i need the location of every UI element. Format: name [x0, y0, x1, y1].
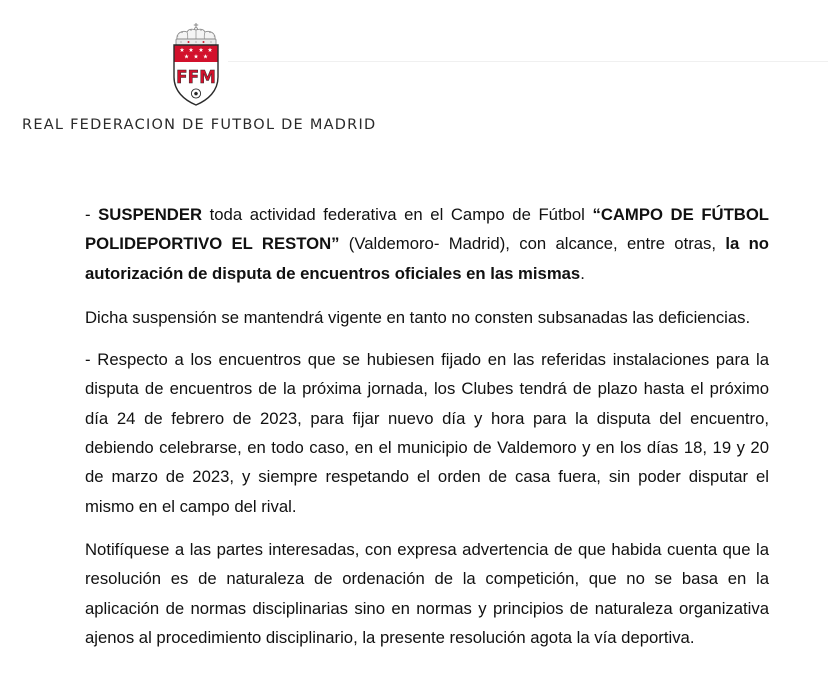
- text-line: Notifíquese a las partes interesadas, con expresa advertencia de que habida cuenta que la: [85, 539, 769, 559]
- paragraph-suspension: [85, 200, 769, 288]
- document-body: [85, 200, 769, 666]
- text-line: Dicha suspensión se mantendrá vigente en tanto no consten subsanadas las deficiencias.: [85, 307, 751, 327]
- text-line: debiendo celebrarse, en todo caso, en el municipio de Valdemoro y en los días 18, 19 y 20: [85, 438, 769, 458]
- text-line: de marzo de 2023, y siempre respetando el orden de casa fuera, sin poder disputar el: [85, 467, 769, 487]
- bold-text: POLIDEPORTIVO EL RESTON”: [85, 234, 340, 254]
- text-line: mismo en el campo del rival.: [85, 496, 297, 516]
- text-line: - Respecto a los encuentros que se hubiesen fijado en las referidas instalaciones para la: [85, 350, 769, 370]
- paragraph-validity: [85, 303, 769, 332]
- paragraph-notification: [85, 535, 769, 652]
- text-line: [85, 259, 769, 288]
- bold-text: la no: [725, 234, 769, 254]
- scan-artifact-line: [228, 61, 828, 62]
- text-line: [85, 200, 769, 229]
- text-line: día 24 de febrero de 2023, para fijar nuevo día y hora para la disputa del encuentro,: [85, 408, 769, 428]
- text-line: disputa de encuentros de la próxima jornada, los Clubes tendrá de plazo hasta el próximo: [85, 379, 769, 399]
- text-line: [85, 229, 769, 258]
- crown-icon: [176, 23, 216, 45]
- logo-lettering: FFM: [176, 67, 216, 88]
- rffm-crest-icon: [168, 23, 224, 107]
- paragraph-rescheduling: [85, 345, 769, 521]
- text-line: aplicación de normas disciplinarias sino en normas y principios de naturaleza organizativa: [85, 598, 769, 618]
- bold-text: SUSPENDER: [98, 205, 203, 224]
- text-line: resolución es de naturaleza de ordenación de la competición, que no se basa en la: [85, 569, 769, 589]
- bold-text: “CAMPO DE FÚTBOL: [592, 205, 769, 224]
- bold-text: autorización de disputa de encuentros oficiales en las mismas: [85, 263, 581, 283]
- organization-name: REAL FEDERACION DE FUTBOL DE MADRID: [22, 117, 377, 133]
- football-icon: [191, 89, 200, 98]
- text-segment: (Valdemoro- Madrid), con alcance, entre otras,: [339, 234, 726, 254]
- list-dash: -: [85, 205, 99, 224]
- text-line: ajenos al procedimiento disciplinario, la presente resolución agota la vía deportiva.: [85, 627, 695, 647]
- shield-icon: [174, 45, 218, 105]
- text-segment: .: [580, 263, 585, 283]
- text-segment: toda actividad federativa en el Campo de Fútbol: [202, 205, 593, 224]
